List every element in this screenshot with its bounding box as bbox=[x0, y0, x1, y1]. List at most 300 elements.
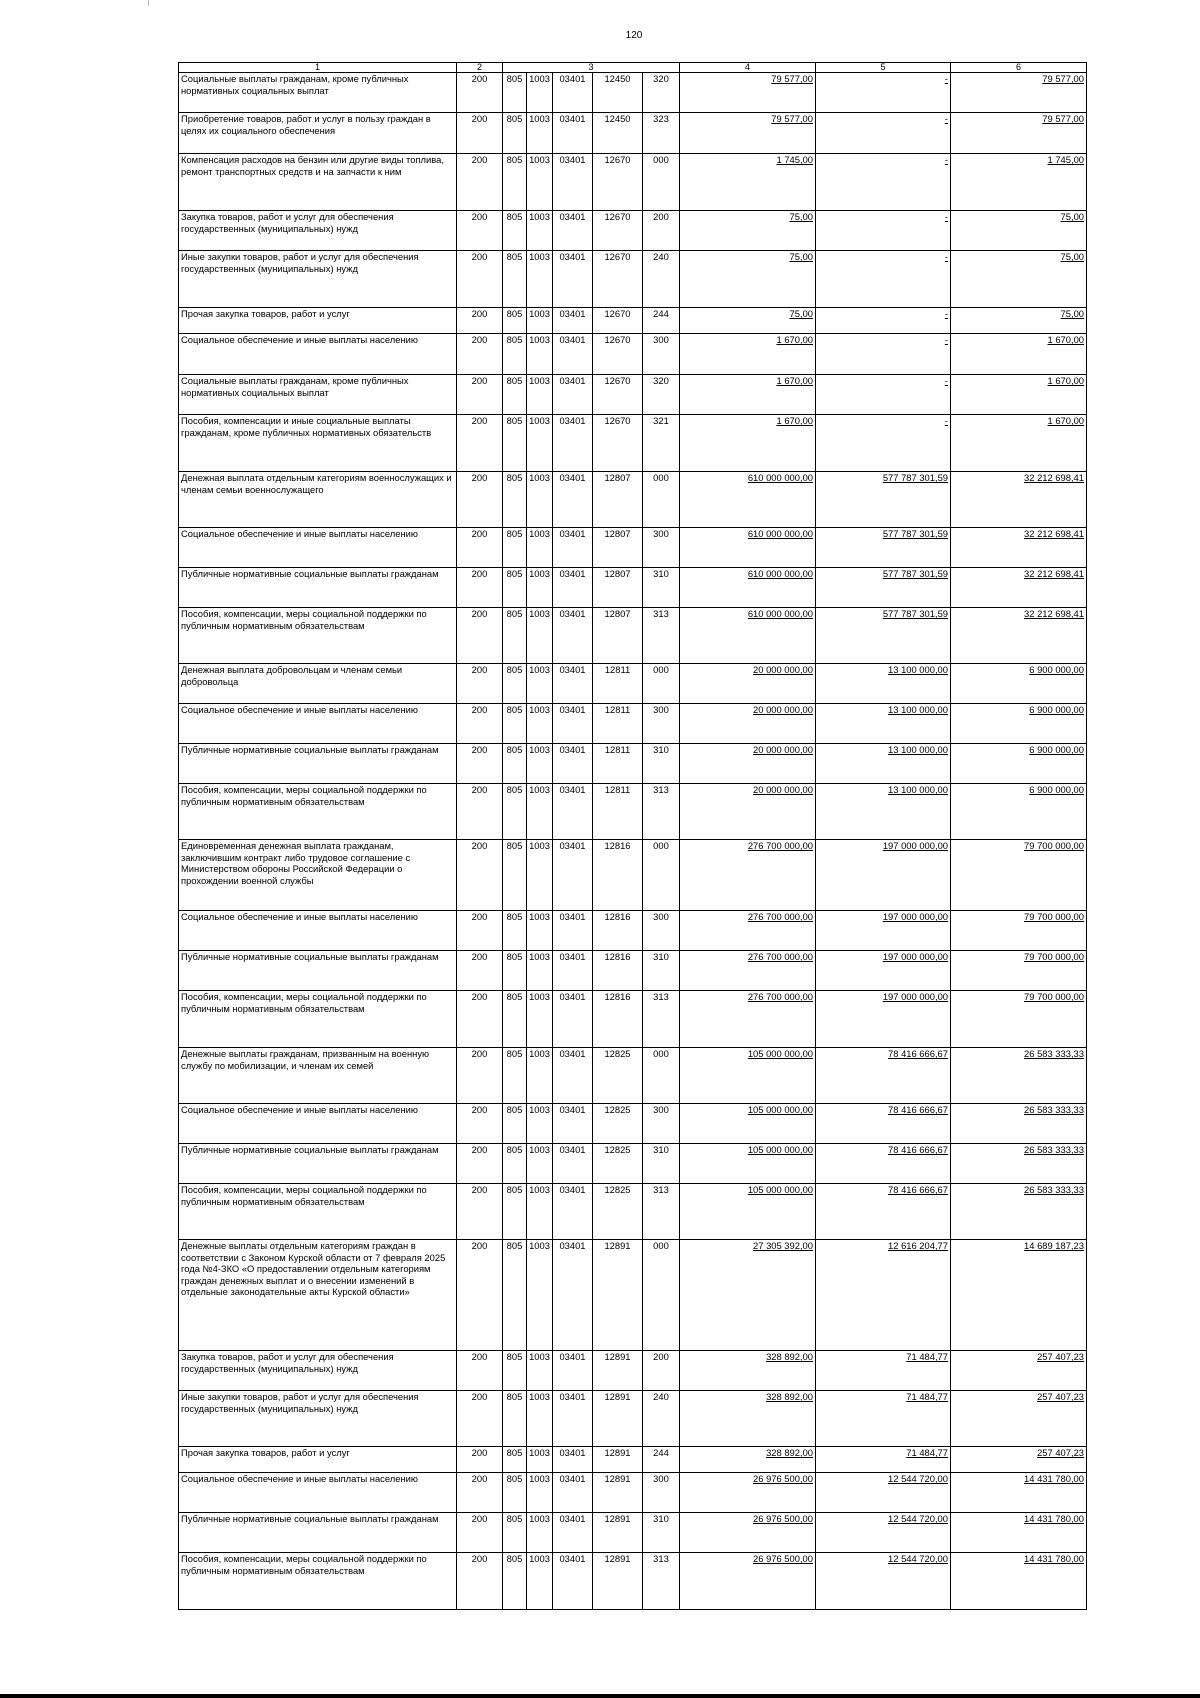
row-code-vr: 310 bbox=[643, 951, 680, 991]
row-code-rz: 1003 bbox=[527, 113, 553, 154]
row-code-gr: 805 bbox=[503, 1048, 527, 1104]
row-code-rz: 1003 bbox=[527, 308, 553, 334]
table-row bbox=[179, 1104, 1087, 1144]
row-col-2: 200 bbox=[457, 568, 503, 608]
row-col-6: 1 745,00 bbox=[951, 154, 1087, 211]
row-code-prog: 03401 bbox=[553, 1144, 593, 1184]
row-col-2: 200 bbox=[457, 951, 503, 991]
row-col-4: 26 976 500,00 bbox=[680, 1513, 816, 1553]
row-col-2: 200 bbox=[457, 744, 503, 784]
row-code-dir: 12807 bbox=[593, 528, 643, 568]
row-name: Закупка товаров, работ и услуг для обеспечения государственных (муниципальных) нужд bbox=[179, 211, 457, 251]
row-code-prog: 03401 bbox=[553, 1473, 593, 1513]
row-col-5: - bbox=[816, 308, 951, 334]
row-code-dir: 12807 bbox=[593, 568, 643, 608]
row-name: Прочая закупка товаров, работ и услуг bbox=[179, 308, 457, 334]
row-code-dir: 12816 bbox=[593, 840, 643, 911]
row-code-gr: 805 bbox=[503, 73, 527, 113]
row-code-gr: 805 bbox=[503, 1104, 527, 1144]
row-col-4: 105 000 000,00 bbox=[680, 1104, 816, 1144]
row-col-6: 1 670,00 bbox=[951, 375, 1087, 415]
row-code-vr: 000 bbox=[643, 472, 680, 528]
row-col-4: 610 000 000,00 bbox=[680, 608, 816, 664]
header-col-4: 4 bbox=[680, 63, 816, 73]
row-col-6: 32 212 698,41 bbox=[951, 608, 1087, 664]
table-row bbox=[179, 991, 1087, 1048]
row-code-dir: 12670 bbox=[593, 308, 643, 334]
row-col-2: 200 bbox=[457, 334, 503, 375]
row-code-prog: 03401 bbox=[553, 1048, 593, 1104]
table-row bbox=[179, 1391, 1087, 1447]
row-code-vr: 000 bbox=[643, 1240, 680, 1351]
table-row bbox=[179, 415, 1087, 472]
row-name: Прочая закупка товаров, работ и услуг bbox=[179, 1447, 457, 1473]
row-code-vr: 313 bbox=[643, 1553, 680, 1610]
row-col-6: 6 900 000,00 bbox=[951, 744, 1087, 784]
row-code-dir: 12891 bbox=[593, 1240, 643, 1351]
row-code-rz: 1003 bbox=[527, 1447, 553, 1473]
row-code-prog: 03401 bbox=[553, 1447, 593, 1473]
scan-mark bbox=[148, 0, 149, 6]
row-col-6: 257 407,23 bbox=[951, 1391, 1087, 1447]
table-row bbox=[179, 951, 1087, 991]
row-col-2: 200 bbox=[457, 784, 503, 840]
row-code-dir: 12670 bbox=[593, 334, 643, 375]
row-code-prog: 03401 bbox=[553, 1391, 593, 1447]
row-col-5: 12 616 204,77 bbox=[816, 1240, 951, 1351]
row-code-vr: 000 bbox=[643, 1048, 680, 1104]
row-col-5: 577 787 301,59 bbox=[816, 528, 951, 568]
row-col-2: 200 bbox=[457, 840, 503, 911]
row-col-2: 200 bbox=[457, 528, 503, 568]
row-code-dir: 12891 bbox=[593, 1447, 643, 1473]
row-col-4: 20 000 000,00 bbox=[680, 664, 816, 704]
row-code-rz: 1003 bbox=[527, 744, 553, 784]
row-code-dir: 12670 bbox=[593, 415, 643, 472]
table-row bbox=[179, 840, 1087, 911]
row-code-gr: 805 bbox=[503, 113, 527, 154]
row-code-gr: 805 bbox=[503, 664, 527, 704]
row-col-4: 105 000 000,00 bbox=[680, 1144, 816, 1184]
row-code-vr: 300 bbox=[643, 528, 680, 568]
row-col-4: 1 670,00 bbox=[680, 334, 816, 375]
row-code-rz: 1003 bbox=[527, 991, 553, 1048]
table-row bbox=[179, 251, 1087, 308]
row-code-dir: 12807 bbox=[593, 472, 643, 528]
row-code-vr: 323 bbox=[643, 113, 680, 154]
row-code-vr: 244 bbox=[643, 308, 680, 334]
row-col-2: 200 bbox=[457, 211, 503, 251]
row-col-2: 200 bbox=[457, 113, 503, 154]
row-code-rz: 1003 bbox=[527, 911, 553, 951]
row-col-2: 200 bbox=[457, 73, 503, 113]
row-col-6: 32 212 698,41 bbox=[951, 568, 1087, 608]
row-code-gr: 805 bbox=[503, 951, 527, 991]
row-col-6: 6 900 000,00 bbox=[951, 784, 1087, 840]
row-col-5: - bbox=[816, 415, 951, 472]
row-col-5: 12 544 720,00 bbox=[816, 1513, 951, 1553]
row-name: Пособия, компенсации, меры социальной поддержки по публичным нормативным обязательствам bbox=[179, 1553, 457, 1610]
row-code-rz: 1003 bbox=[527, 1391, 553, 1447]
row-col-4: 610 000 000,00 bbox=[680, 568, 816, 608]
row-col-6: 79 700 000,00 bbox=[951, 911, 1087, 951]
row-code-prog: 03401 bbox=[553, 211, 593, 251]
row-col-2: 200 bbox=[457, 415, 503, 472]
budget-table bbox=[178, 62, 1087, 1610]
row-name: Иные закупки товаров, работ и услуг для обеспечения государственных (муниципальных) нужд bbox=[179, 251, 457, 308]
header-col-3: 3 bbox=[503, 63, 680, 73]
row-col-5: 197 000 000,00 bbox=[816, 911, 951, 951]
row-code-prog: 03401 bbox=[553, 1240, 593, 1351]
row-col-6: 1 670,00 bbox=[951, 415, 1087, 472]
row-code-rz: 1003 bbox=[527, 1184, 553, 1240]
row-col-6: 6 900 000,00 bbox=[951, 704, 1087, 744]
row-code-prog: 03401 bbox=[553, 1184, 593, 1240]
row-code-dir: 12891 bbox=[593, 1473, 643, 1513]
row-code-vr: 313 bbox=[643, 991, 680, 1048]
row-code-gr: 805 bbox=[503, 375, 527, 415]
row-code-gr: 805 bbox=[503, 784, 527, 840]
row-col-5: - bbox=[816, 375, 951, 415]
row-code-rz: 1003 bbox=[527, 1104, 553, 1144]
row-name: Денежная выплата отдельным категориям военнослужащих и членам семьи военнослужащего bbox=[179, 472, 457, 528]
row-code-gr: 805 bbox=[503, 1391, 527, 1447]
row-col-2: 200 bbox=[457, 1391, 503, 1447]
row-code-rz: 1003 bbox=[527, 1048, 553, 1104]
page-number: 120 bbox=[625, 30, 643, 41]
row-code-dir: 12816 bbox=[593, 911, 643, 951]
row-code-dir: 12891 bbox=[593, 1513, 643, 1553]
row-code-gr: 805 bbox=[503, 568, 527, 608]
row-col-4: 20 000 000,00 bbox=[680, 784, 816, 840]
row-code-vr: 313 bbox=[643, 784, 680, 840]
row-col-2: 200 bbox=[457, 1513, 503, 1553]
row-code-vr: 310 bbox=[643, 568, 680, 608]
row-col-2: 200 bbox=[457, 664, 503, 704]
row-col-4: 276 700 000,00 bbox=[680, 911, 816, 951]
row-col-4: 75,00 bbox=[680, 211, 816, 251]
table-row bbox=[179, 73, 1087, 113]
row-col-6: 26 583 333,33 bbox=[951, 1048, 1087, 1104]
row-col-5: 197 000 000,00 bbox=[816, 991, 951, 1048]
row-code-rz: 1003 bbox=[527, 1473, 553, 1513]
row-code-dir: 12807 bbox=[593, 608, 643, 664]
row-code-prog: 03401 bbox=[553, 744, 593, 784]
row-col-4: 328 892,00 bbox=[680, 1351, 816, 1391]
row-code-rz: 1003 bbox=[527, 568, 553, 608]
table-row bbox=[179, 472, 1087, 528]
row-code-prog: 03401 bbox=[553, 472, 593, 528]
row-col-2: 200 bbox=[457, 1351, 503, 1391]
row-code-vr: 200 bbox=[643, 1351, 680, 1391]
row-code-prog: 03401 bbox=[553, 1513, 593, 1553]
row-col-2: 200 bbox=[457, 991, 503, 1048]
table-row bbox=[179, 1048, 1087, 1104]
row-name: Публичные нормативные социальные выплаты гражданам bbox=[179, 568, 457, 608]
row-code-dir: 12891 bbox=[593, 1391, 643, 1447]
row-col-6: 14 689 187,23 bbox=[951, 1240, 1087, 1351]
row-code-rz: 1003 bbox=[527, 704, 553, 744]
row-code-rz: 1003 bbox=[527, 73, 553, 113]
row-col-6: 79 700 000,00 bbox=[951, 840, 1087, 911]
row-name: Пособия, компенсации, меры социальной поддержки по публичным нормативным обязательствам bbox=[179, 608, 457, 664]
row-code-prog: 03401 bbox=[553, 113, 593, 154]
header-col-6: 6 bbox=[951, 63, 1087, 73]
row-col-5: 577 787 301,59 bbox=[816, 568, 951, 608]
row-code-dir: 12670 bbox=[593, 251, 643, 308]
table-row bbox=[179, 568, 1087, 608]
row-col-5: 78 416 666,67 bbox=[816, 1184, 951, 1240]
row-code-dir: 12816 bbox=[593, 991, 643, 1048]
row-col-2: 200 bbox=[457, 911, 503, 951]
row-name: Социальное обеспечение и иные выплаты населению bbox=[179, 1104, 457, 1144]
row-col-5: 577 787 301,59 bbox=[816, 608, 951, 664]
row-col-6: 257 407,23 bbox=[951, 1447, 1087, 1473]
row-code-dir: 12811 bbox=[593, 704, 643, 744]
row-code-rz: 1003 bbox=[527, 840, 553, 911]
table-row bbox=[179, 528, 1087, 568]
row-col-5: 577 787 301,59 bbox=[816, 472, 951, 528]
row-code-dir: 12811 bbox=[593, 744, 643, 784]
row-code-prog: 03401 bbox=[553, 991, 593, 1048]
row-code-rz: 1003 bbox=[527, 154, 553, 211]
header-col-2: 2 bbox=[457, 63, 503, 73]
row-col-6: 75,00 bbox=[951, 211, 1087, 251]
row-col-6: 79 700 000,00 bbox=[951, 951, 1087, 991]
row-code-vr: 240 bbox=[643, 251, 680, 308]
row-code-rz: 1003 bbox=[527, 1144, 553, 1184]
row-name: Пособия, компенсации и иные социальные выплаты гражданам, кроме публичных нормативных обязательств bbox=[179, 415, 457, 472]
row-code-dir: 12670 bbox=[593, 375, 643, 415]
table-row bbox=[179, 1513, 1087, 1553]
row-name: Социальные выплаты гражданам, кроме публичных нормативных социальных выплат bbox=[179, 375, 457, 415]
row-code-prog: 03401 bbox=[553, 951, 593, 991]
row-col-4: 105 000 000,00 bbox=[680, 1048, 816, 1104]
row-code-vr: 313 bbox=[643, 608, 680, 664]
row-code-vr: 300 bbox=[643, 704, 680, 744]
row-code-gr: 805 bbox=[503, 154, 527, 211]
row-code-gr: 805 bbox=[503, 415, 527, 472]
row-col-6: 75,00 bbox=[951, 251, 1087, 308]
table-row bbox=[179, 1447, 1087, 1473]
row-code-dir: 12825 bbox=[593, 1104, 643, 1144]
row-name: Иные закупки товаров, работ и услуг для обеспечения государственных (муниципальных) нужд bbox=[179, 1391, 457, 1447]
row-col-4: 610 000 000,00 bbox=[680, 528, 816, 568]
table-row bbox=[179, 704, 1087, 744]
table-row bbox=[179, 664, 1087, 704]
row-code-prog: 03401 bbox=[553, 415, 593, 472]
row-col-6: 257 407,23 bbox=[951, 1351, 1087, 1391]
row-col-5: 71 484,77 bbox=[816, 1391, 951, 1447]
row-code-dir: 12891 bbox=[593, 1351, 643, 1391]
row-code-dir: 12825 bbox=[593, 1144, 643, 1184]
row-name: Закупка товаров, работ и услуг для обеспечения государственных (муниципальных) нужд bbox=[179, 1351, 457, 1391]
row-code-gr: 805 bbox=[503, 911, 527, 951]
row-col-5: - bbox=[816, 211, 951, 251]
row-code-prog: 03401 bbox=[553, 528, 593, 568]
row-col-6: 26 583 333,33 bbox=[951, 1184, 1087, 1240]
row-code-vr: 300 bbox=[643, 1104, 680, 1144]
row-name: Социальные выплаты гражданам, кроме публичных нормативных социальных выплат bbox=[179, 73, 457, 113]
row-code-vr: 320 bbox=[643, 375, 680, 415]
row-code-dir: 12450 bbox=[593, 73, 643, 113]
row-name: Социальное обеспечение и иные выплаты населению bbox=[179, 334, 457, 375]
row-col-5: - bbox=[816, 334, 951, 375]
row-col-4: 26 976 500,00 bbox=[680, 1473, 816, 1513]
row-code-prog: 03401 bbox=[553, 375, 593, 415]
row-code-rz: 1003 bbox=[527, 415, 553, 472]
table-row bbox=[179, 1184, 1087, 1240]
row-code-gr: 805 bbox=[503, 308, 527, 334]
table-row bbox=[179, 1240, 1087, 1351]
row-col-4: 1 745,00 bbox=[680, 154, 816, 211]
table-row bbox=[179, 1553, 1087, 1610]
table-row bbox=[179, 911, 1087, 951]
row-code-gr: 805 bbox=[503, 1184, 527, 1240]
row-code-dir: 12825 bbox=[593, 1184, 643, 1240]
row-col-4: 75,00 bbox=[680, 251, 816, 308]
row-code-dir: 12450 bbox=[593, 113, 643, 154]
row-col-6: 1 670,00 bbox=[951, 334, 1087, 375]
row-col-5: 13 100 000,00 bbox=[816, 784, 951, 840]
row-code-gr: 805 bbox=[503, 1240, 527, 1351]
row-code-vr: 244 bbox=[643, 1447, 680, 1473]
row-col-2: 200 bbox=[457, 1144, 503, 1184]
row-col-5: - bbox=[816, 154, 951, 211]
row-col-2: 200 bbox=[457, 1473, 503, 1513]
row-col-2: 200 bbox=[457, 1104, 503, 1144]
row-code-gr: 805 bbox=[503, 472, 527, 528]
row-name: Публичные нормативные социальные выплаты гражданам bbox=[179, 744, 457, 784]
row-col-6: 32 212 698,41 bbox=[951, 528, 1087, 568]
row-col-6: 26 583 333,33 bbox=[951, 1144, 1087, 1184]
row-code-gr: 805 bbox=[503, 528, 527, 568]
row-code-vr: 000 bbox=[643, 664, 680, 704]
row-col-5: - bbox=[816, 73, 951, 113]
row-code-vr: 240 bbox=[643, 1391, 680, 1447]
row-col-4: 276 700 000,00 bbox=[680, 951, 816, 991]
row-code-prog: 03401 bbox=[553, 251, 593, 308]
row-col-6: 75,00 bbox=[951, 308, 1087, 334]
row-col-5: - bbox=[816, 251, 951, 308]
row-name: Социальное обеспечение и иные выплаты населению bbox=[179, 911, 457, 951]
row-code-vr: 300 bbox=[643, 1473, 680, 1513]
row-code-prog: 03401 bbox=[553, 154, 593, 211]
row-col-4: 105 000 000,00 bbox=[680, 1184, 816, 1240]
row-name: Публичные нормативные социальные выплаты гражданам bbox=[179, 1144, 457, 1184]
row-col-5: 12 544 720,00 bbox=[816, 1553, 951, 1610]
row-code-dir: 12811 bbox=[593, 664, 643, 704]
row-code-rz: 1003 bbox=[527, 664, 553, 704]
row-code-gr: 805 bbox=[503, 1144, 527, 1184]
row-code-prog: 03401 bbox=[553, 704, 593, 744]
row-name: Социальное обеспечение и иные выплаты населению bbox=[179, 704, 457, 744]
row-code-vr: 300 bbox=[643, 911, 680, 951]
row-col-2: 200 bbox=[457, 1553, 503, 1610]
row-col-4: 20 000 000,00 bbox=[680, 744, 816, 784]
row-col-6: 79 577,00 bbox=[951, 113, 1087, 154]
row-code-gr: 805 bbox=[503, 1447, 527, 1473]
row-col-4: 276 700 000,00 bbox=[680, 840, 816, 911]
row-code-vr: 000 bbox=[643, 840, 680, 911]
row-code-prog: 03401 bbox=[553, 1553, 593, 1610]
row-name: Компенсация расходов на бензин или другие виды топлива, ремонт транспортных средств и на запчасти к ним bbox=[179, 154, 457, 211]
row-col-6: 6 900 000,00 bbox=[951, 664, 1087, 704]
row-col-5: 71 484,77 bbox=[816, 1351, 951, 1391]
row-col-4: 79 577,00 bbox=[680, 73, 816, 113]
row-code-vr: 300 bbox=[643, 334, 680, 375]
row-col-5: 13 100 000,00 bbox=[816, 744, 951, 784]
row-name: Социальное обеспечение и иные выплаты населению bbox=[179, 1473, 457, 1513]
row-code-gr: 805 bbox=[503, 251, 527, 308]
row-col-4: 20 000 000,00 bbox=[680, 704, 816, 744]
row-code-gr: 805 bbox=[503, 1513, 527, 1553]
row-code-gr: 805 bbox=[503, 1351, 527, 1391]
row-col-4: 328 892,00 bbox=[680, 1391, 816, 1447]
row-code-vr: 310 bbox=[643, 1144, 680, 1184]
row-code-rz: 1003 bbox=[527, 1513, 553, 1553]
row-name: Денежные выплаты гражданам, призванным на военную службу по мобилизации, и членам их семей bbox=[179, 1048, 457, 1104]
row-code-dir: 12825 bbox=[593, 1048, 643, 1104]
row-code-prog: 03401 bbox=[553, 1351, 593, 1391]
row-code-rz: 1003 bbox=[527, 334, 553, 375]
row-name: Единовременная денежная выплата гражданам, заключившим контракт либо трудовое соглашение с Министерством обороны Российской Федерации о прохождении военной службы bbox=[179, 840, 457, 911]
table-row bbox=[179, 334, 1087, 375]
row-code-vr: 310 bbox=[643, 1513, 680, 1553]
row-col-6: 32 212 698,41 bbox=[951, 472, 1087, 528]
row-code-rz: 1003 bbox=[527, 528, 553, 568]
row-col-2: 200 bbox=[457, 704, 503, 744]
row-col-6: 79 577,00 bbox=[951, 73, 1087, 113]
row-col-4: 27 305 392,00 bbox=[680, 1240, 816, 1351]
table-row bbox=[179, 608, 1087, 664]
row-col-2: 200 bbox=[457, 472, 503, 528]
row-code-rz: 1003 bbox=[527, 951, 553, 991]
header-col-5: 5 bbox=[816, 63, 951, 73]
row-col-6: 14 431 780,00 bbox=[951, 1553, 1087, 1610]
row-name: Публичные нормативные социальные выплаты гражданам bbox=[179, 1513, 457, 1553]
row-code-prog: 03401 bbox=[553, 608, 593, 664]
row-code-gr: 805 bbox=[503, 744, 527, 784]
table-row bbox=[179, 154, 1087, 211]
row-code-gr: 805 bbox=[503, 608, 527, 664]
header-col-1: 1 bbox=[179, 63, 457, 73]
table-row bbox=[179, 1144, 1087, 1184]
row-code-prog: 03401 bbox=[553, 911, 593, 951]
row-code-prog: 03401 bbox=[553, 1104, 593, 1144]
row-col-5: 12 544 720,00 bbox=[816, 1473, 951, 1513]
table-row bbox=[179, 308, 1087, 334]
row-col-6: 14 431 780,00 bbox=[951, 1473, 1087, 1513]
row-col-2: 200 bbox=[457, 608, 503, 664]
table-row bbox=[179, 375, 1087, 415]
row-code-vr: 313 bbox=[643, 1184, 680, 1240]
row-col-6: 79 700 000,00 bbox=[951, 991, 1087, 1048]
row-col-5: 78 416 666,67 bbox=[816, 1144, 951, 1184]
row-code-rz: 1003 bbox=[527, 251, 553, 308]
row-col-5: 78 416 666,67 bbox=[816, 1104, 951, 1144]
row-code-rz: 1003 bbox=[527, 608, 553, 664]
row-col-2: 200 bbox=[457, 375, 503, 415]
row-code-prog: 03401 bbox=[553, 664, 593, 704]
row-code-prog: 03401 bbox=[553, 334, 593, 375]
row-col-4: 75,00 bbox=[680, 308, 816, 334]
row-name: Приобретение товаров, работ и услуг в пользу граждан в целях их социального обеспечения bbox=[179, 113, 457, 154]
row-code-vr: 321 bbox=[643, 415, 680, 472]
row-name: Денежная выплата добровольцам и членам семьи добровольца bbox=[179, 664, 457, 704]
row-name: Социальное обеспечение и иные выплаты населению bbox=[179, 528, 457, 568]
row-col-2: 200 bbox=[457, 308, 503, 334]
